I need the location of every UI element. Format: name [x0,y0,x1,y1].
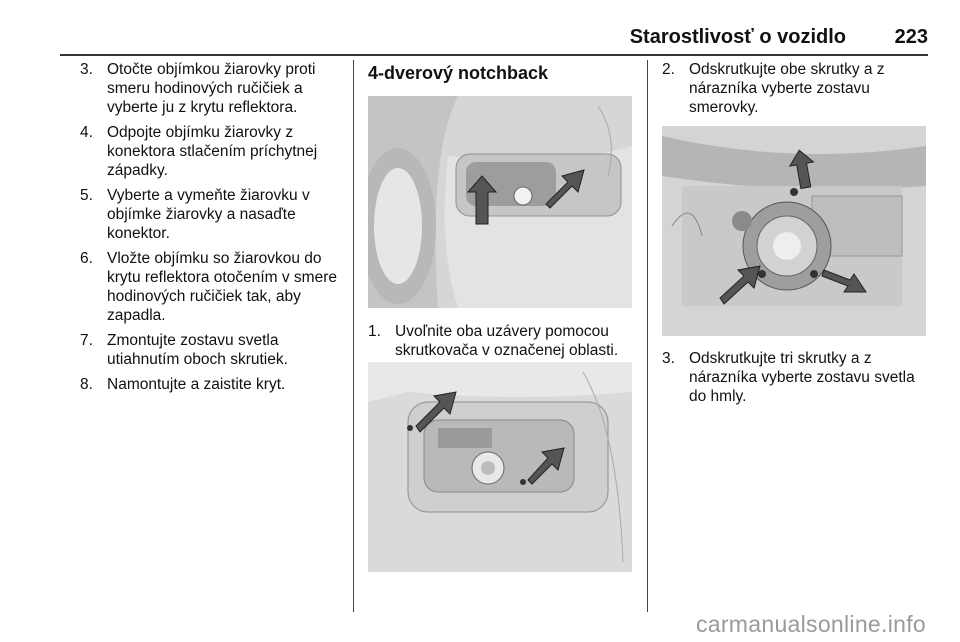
step-text: Namontujte a zaistite kryt. [107,376,286,393]
page-header [60,26,928,56]
step-item [80,60,342,117]
step-item [368,322,634,360]
bumper-fog-lamp-illustration [368,96,632,308]
section-title: 4-dverový notchback [368,63,549,83]
step-number: 6. [80,250,93,267]
step-number: 5. [80,187,93,204]
step-text: Vložte objímku so žiarovkou do krytu reflektora otočením v smere hodinových ručičiek tak, aby zapadla. [107,250,337,324]
step-number: 4. [80,124,93,141]
step-item [80,375,342,394]
left-column [80,60,342,400]
step-text: Vyberte a vymeňte žiarovku v objímke žiarovky a nasaďte konektor. [107,187,310,242]
step-number: 1. [368,323,381,340]
step-number: 8. [80,376,93,393]
middle-column-step [368,322,634,366]
bumper-screws-illustration [368,362,632,572]
step-item [80,186,342,243]
step-text: Odskrutkujte obe skrutky a z nárazníka vyberte zostavu smerovky. [689,61,885,116]
step-list [368,322,634,360]
step-number: 3. [662,350,675,367]
right-column [662,60,932,123]
step-item [80,249,342,325]
step-number: 2. [662,61,675,78]
fog-lamp-assembly-illustration [662,126,926,336]
step-number: 3. [80,61,93,78]
step-item [662,349,932,406]
middle-column [368,60,634,93]
page-title: Starostlivosť o vozidlo [629,26,846,48]
right-column-step [662,349,932,412]
step-number: 7. [80,332,93,349]
step-list [662,349,932,406]
step-item [80,331,342,369]
column-divider [353,60,354,612]
watermark: carmanualsonline.info [695,611,926,637]
step-text: Otočte objímkou žiarovky proti smeru hodinových ručičiek a vyberte ju z krytu reflektora. [107,61,316,116]
step-item [662,60,932,117]
page-number: 223 [894,26,928,48]
step-item [80,123,342,180]
step-list [662,60,932,117]
step-text: Odpojte objímku žiarovky z konektora stlačením príchytnej západky. [107,124,318,179]
column-divider [647,60,648,612]
step-text: Odskrutkujte tri skrutky a z nárazníka vyberte zostavu svetla do hmly. [689,350,915,405]
step-text: Zmontujte zostavu svetla utiahnutím oboch skrutiek. [107,332,288,368]
step-list [80,60,342,394]
step-text: Uvoľnite oba uzávery pomocou skrutkovača v označenej oblasti. [395,323,619,359]
